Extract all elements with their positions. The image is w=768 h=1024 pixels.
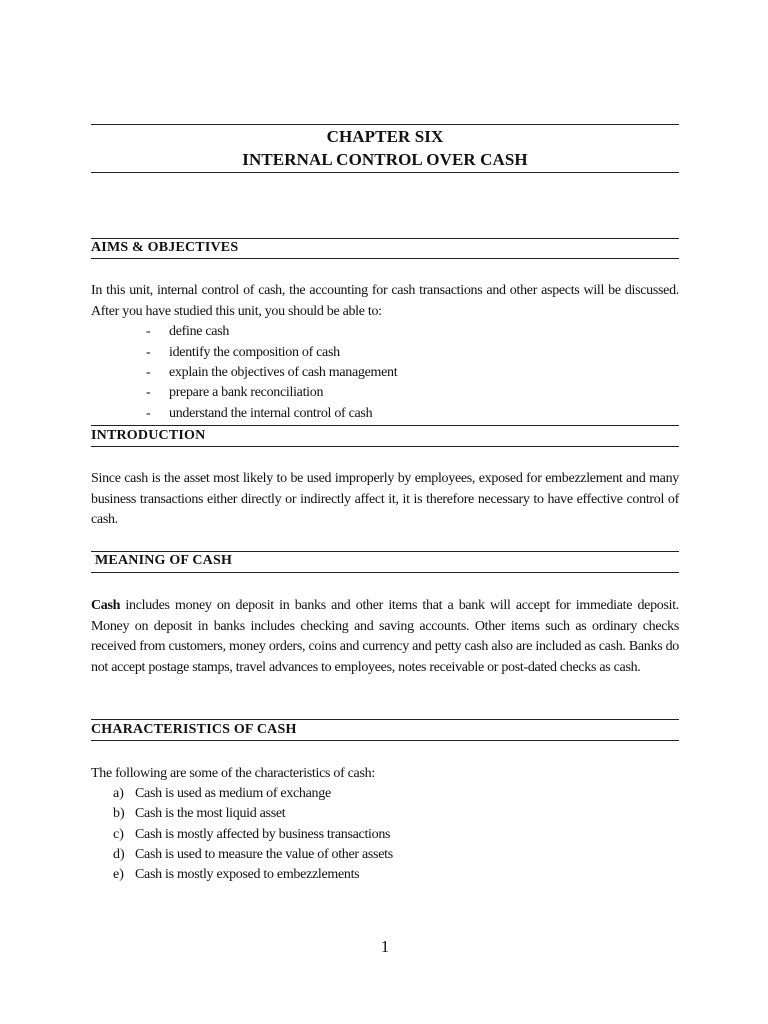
objective-item: understand the internal control of cash [169,406,373,421]
characteristics-bottom-rule [91,740,679,741]
chapter-number: CHAPTER SIX [326,127,444,146]
list-marker: a) [113,786,124,801]
document-page [91,0,679,1024]
list-marker: b) [113,806,125,821]
objective-item: identify the composition of cash [169,345,340,360]
characteristics-heading: CHARACTERISTICS OF CASH [91,722,297,737]
characteristics-top-rule [91,719,679,720]
aims-bottom-rule [91,258,679,259]
objective-item: prepare a bank reconciliation [169,385,324,400]
cash-term: Cash [91,598,121,613]
bullet-marker: - [146,406,151,421]
characteristic-item: Cash is used as medium of exchange [135,786,331,801]
bullet-marker: - [146,324,151,339]
introduction-bottom-rule [91,446,679,447]
objective-item: define cash [169,324,230,339]
characteristics-intro: The following are some of the characteristics of cash: [91,766,375,781]
list-marker: c) [113,827,124,842]
meaning-text [91,596,679,679]
characteristic-item: Cash is the most liquid asset [135,806,286,821]
meaning-body: includes money on deposit in banks and other items that a bank will accept for immediate deposit. Money on deposit in banks includes checking and saving accounts. Other items such as ordinary checks received from customers, money orders, coins and currency and petty cash also are included as cash. Banks do not accept postage stamps, travel advances to employees, notes receivable or post-dated checks as cash. [91,598,679,676]
bullet-marker: - [146,365,151,380]
bullet-marker: - [146,385,151,400]
introduction-top-rule [91,425,679,426]
characteristic-item: Cash is mostly exposed to embezzlements [135,867,360,882]
characteristic-item: Cash is used to measure the value of other assets [135,847,393,862]
characteristic-item: Cash is mostly affected by business transactions [135,827,391,842]
page-number: 1 [380,937,390,956]
chapter-top-rule [91,124,679,125]
meaning-bottom-rule [91,572,679,573]
aims-heading: AIMS & OBJECTIVES [91,240,239,255]
list-marker: d) [113,847,125,862]
bullet-marker: - [146,345,151,360]
chapter-bottom-rule [91,172,679,173]
meaning-heading: MEANING OF CASH [95,553,233,568]
introduction-heading: INTRODUCTION [91,428,206,443]
objective-item: explain the objectives of cash management [169,365,398,380]
introduction-text: Since cash is the asset most likely to be used improperly by employees, exposed for embezzlement and many business transactions either directly or indirectly affect it, it is therefore necessary to have effective control of cash. [91,471,679,528]
list-marker: e) [113,867,124,882]
aims-intro: In this unit, internal control of cash, the accounting for cash transactions and other aspects will be discussed. After you have studied this unit, you should be able to: [91,283,679,319]
chapter-title: INTERNAL CONTROL OVER CASH [242,150,528,169]
